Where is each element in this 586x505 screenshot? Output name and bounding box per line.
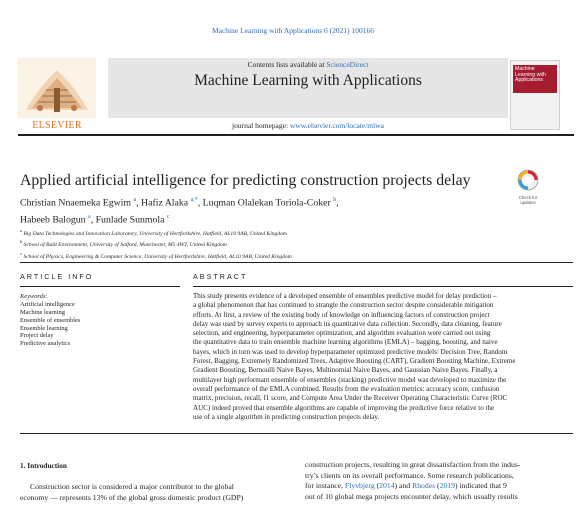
abstract-line: delay was used by survey experts to approach its quantitative data collection. Secondly, data cleaning, feature xyxy=(193,319,502,328)
author-affiliation-marker[interactable]: a xyxy=(133,197,137,203)
author-name[interactable]: Luqman Olalekan Toriola-Coker xyxy=(202,197,331,209)
journal-title: Machine Learning with Applications xyxy=(194,72,422,89)
affiliation-list xyxy=(20,227,520,261)
intro-line: economy — represents 13% of the global gross domestic product (GDP) xyxy=(20,492,244,502)
author-name[interactable]: Christian Nnaemeka Egwim xyxy=(20,197,132,209)
abstract-line: AUC) indeed proved that ensemble algorithms are capable of improving the predictive force relative to the xyxy=(193,403,495,412)
journal-masthead xyxy=(18,56,574,140)
journal-homepage-line xyxy=(108,121,508,130)
intro-line: Construction sector is considered a major contributor to the global xyxy=(30,482,234,491)
contents-line xyxy=(108,58,508,72)
abstract-line: matrix, precision, recall, f1 score, and Compute Area Under the Receiver Operating Characteristic Curve (ROC xyxy=(193,394,508,403)
elsevier-logo xyxy=(18,58,96,132)
abstract-line: a global phenomenon that has continued to strangle the construction sector despite considerable mitigation xyxy=(193,301,494,310)
keyword-item: Ensemble learning xyxy=(20,324,68,332)
abstract-line: multilayer high performant ensemble of ensembles (stacking) predictive model was developed to maximize the xyxy=(193,375,507,384)
author-affiliation-marker[interactable]: c xyxy=(166,214,170,221)
abstract-line: efforts. At first, a review of the existing body of knowledge on influencing factors of construction project xyxy=(193,310,490,319)
article-info-heading: ARTICLE INFO xyxy=(20,272,94,281)
abstract-line: Gradient Boosting, Bernoulli Naive Bayes, Multinomial Naive Bayes, and Gaussian Naive Bayes. Finally, a xyxy=(193,366,498,375)
keywords-title: Keywords: xyxy=(20,293,48,300)
introduction-right-column xyxy=(305,460,573,502)
check-for-updates-icon xyxy=(517,169,539,191)
affiliation-item: $^c$ School of Physics, Engineering & Computer Science, University of Hertfordshire, Hatfield, AL10 9AB, United Kingdom xyxy=(20,250,292,260)
section-divider xyxy=(20,262,573,263)
intro-line: out of 10 global mega projects encounter delay, which usually results xyxy=(305,491,518,501)
intro-line: for instance, Flyvbjerg (2014) and Rhodes (2019) indicated that 9 xyxy=(305,481,507,491)
article-info-rule xyxy=(20,286,180,287)
journal-homepage-link[interactable]: www.elsevier.com/locate/mlwa xyxy=(289,121,384,130)
keyword-item: Predictive analytics xyxy=(20,340,71,348)
keyword-item: Machine learning xyxy=(20,308,65,316)
check-for-updates-badge[interactable] xyxy=(508,169,548,206)
check-label-line2: updates xyxy=(520,199,536,205)
author-list xyxy=(20,193,490,228)
abstract-heading: ABSTRACT xyxy=(193,272,248,281)
journal-banner xyxy=(108,58,508,132)
citation-link[interactable]: Flyvbjerg xyxy=(344,481,375,491)
journal-cover-image xyxy=(510,60,560,130)
keyword-item: Ensemble of ensembles xyxy=(20,316,81,324)
intro-line: try’s clients on its overall performance. Some research publications, xyxy=(305,470,514,480)
intro-line: construction projects, resulting in great dissatisfaction from the indus- xyxy=(305,460,521,469)
abstract-line: use of a single algorithm in predicting construction projects delay. xyxy=(193,412,380,421)
abstract-line: Forest, Bagging, Extremely Randomized Trees, Adaptive Boosting (CART), Gradient Boosting Machine, Extreme xyxy=(193,357,516,366)
journal-reference[interactable]: Machine Learning with Applications 6 (2021) 100166 xyxy=(211,26,375,35)
keyword-list xyxy=(20,301,80,348)
elsevier-tree-icon xyxy=(18,58,96,118)
paper-title: Applied artificial intelligence for predicting construction projects delay xyxy=(20,172,471,189)
section-divider xyxy=(20,433,573,434)
abstract-rule xyxy=(193,286,573,287)
introduction-heading: 1. Introduction xyxy=(20,461,67,470)
author-affiliation-marker[interactable]: a xyxy=(88,214,91,221)
citation-link[interactable]: Rhodes xyxy=(412,481,436,491)
author-name[interactable]: Funlade Sunmola xyxy=(95,214,165,226)
author-name[interactable]: Habeeb Balogun xyxy=(20,214,86,226)
keyword-item: Project delay xyxy=(20,332,54,340)
author-line-2: Habeeb Balogun $^a$, Funlade Sunmola $^c$ xyxy=(20,214,170,226)
author-affiliation-marker[interactable]: a,* xyxy=(190,197,198,203)
citation-link[interactable]: 2014 xyxy=(379,481,395,491)
affiliation-item: $^b$ School of Built Environment, University of Salford, Manchester, M5 4WT, United Kingdom xyxy=(20,239,227,249)
affiliation-item: $^a$ Big Data Technologies and Innovation Laboratory, University of Hertfordshire, Hatfield, AL10 9AB, United Kingdom xyxy=(20,228,287,237)
sciencedirect-link[interactable]: ScienceDirect xyxy=(326,60,369,69)
abstract-text xyxy=(193,292,573,422)
check-label-line1: Check for xyxy=(518,195,538,200)
introduction-left-column xyxy=(20,482,284,503)
abstract-line: overall performance of the EMLA combined. Results from the evaluation metrics: accuracy score, confusion xyxy=(193,384,500,393)
keyword-item: Artificial intelligence xyxy=(20,301,75,308)
abstract-line: This study presents evidence of a developed ensemble of ensembles predictive model for delay prediction – xyxy=(193,292,497,300)
author-name[interactable]: Hafiz Alaka xyxy=(141,197,189,209)
author-affiliation-marker[interactable]: b xyxy=(333,197,337,203)
masthead-rule xyxy=(18,134,574,136)
citation-link[interactable]: 2019 xyxy=(439,481,455,491)
abstract-line: the quantitative data to train ensemble machine learning algorithms (EMLA) – bagging, boosting, and naive xyxy=(193,338,498,347)
homepage-prefix: journal homepage: xyxy=(232,121,290,130)
contents-prefix: Contents lists available at xyxy=(247,60,327,69)
publisher-name: ELSEVIER xyxy=(32,120,82,131)
cover-title: Machine Learning with Applications xyxy=(515,66,546,84)
abstract-line: selection, and engineering, hyperparameter optimization, and algorithm evaluation were carried out using xyxy=(193,329,491,338)
abstract-line: bayes, which in turn was used to develop hyperparameter optimized predictive models: Decision Tree, Random xyxy=(193,347,508,356)
author-line-1: Christian Nnaemeka Egwim $^a$, Hafiz Alaka $^{a,*}$, Luqman Olalekan Toriola-Coker $^b$, xyxy=(20,197,339,209)
